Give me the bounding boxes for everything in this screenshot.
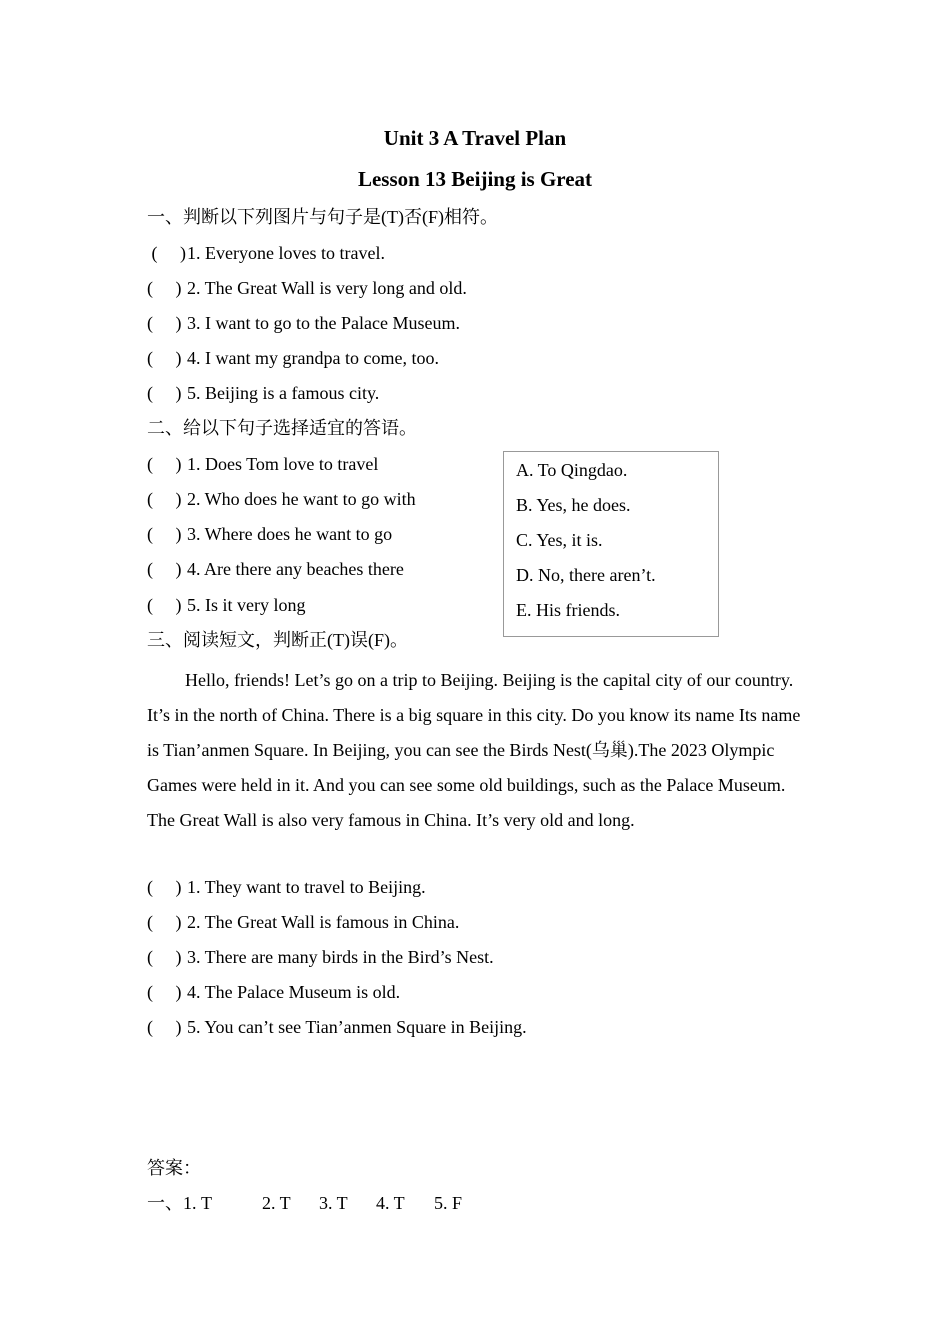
answer-blank[interactable]: ( ) bbox=[147, 313, 182, 333]
option-b: B. Yes, he does. bbox=[516, 495, 631, 515]
section1-item-2 bbox=[147, 275, 467, 301]
section2-item-1 bbox=[147, 451, 378, 477]
option-c: C. Yes, it is. bbox=[516, 530, 603, 550]
answer-blank[interactable]: ( ) bbox=[147, 243, 186, 263]
answer-blank[interactable]: ( ) bbox=[147, 947, 182, 967]
question-text: 4. I want my grandpa to come, too. bbox=[187, 348, 439, 368]
section2-item-4 bbox=[147, 556, 404, 582]
answer-blank[interactable]: ( ) bbox=[147, 278, 182, 298]
section1-heading: 一、判断以下列图片与句子是(T)否(F)相符。 bbox=[147, 207, 498, 227]
option-e: E. His friends. bbox=[516, 600, 620, 620]
question-text: 2. Who does he want to go with bbox=[187, 489, 416, 509]
question-text: 1. Does Tom love to travel bbox=[187, 454, 379, 474]
answer-4: 4. T bbox=[376, 1193, 405, 1213]
section3-item-4 bbox=[147, 979, 400, 1005]
answer-prefix: 一、1. T bbox=[147, 1193, 212, 1213]
answer-blank[interactable]: ( ) bbox=[147, 524, 182, 544]
question-text: 3. I want to go to the Palace Museum. bbox=[187, 313, 460, 333]
answer-3: 3. T bbox=[319, 1193, 348, 1213]
question-text: 4. Are there any beaches there bbox=[187, 559, 404, 579]
section3-heading: 三、阅读短文，判断正(T)误(F)。 bbox=[147, 630, 408, 650]
section3-item-1 bbox=[147, 874, 426, 900]
unit-title: Unit 3 A Travel Plan bbox=[383, 126, 567, 150]
answer-blank[interactable]: ( ) bbox=[147, 982, 182, 1002]
answer-blank[interactable]: ( ) bbox=[147, 489, 182, 509]
answer-blank[interactable]: ( ) bbox=[147, 595, 182, 615]
section1-item-3 bbox=[147, 310, 460, 336]
reading-passage: Hello, friends! Let’s go on a trip to Beijing. Beijing is the capital city of our country. It’s in the north of China. There is a big square in this city. Do you know its name Its name is Tian’anmen Square. In Beijing, you can see the Birds Nest(乌巢).The 2023 Olympic Games were held in it. And you can see some old buildings, such as the Palace Museum. The Great Wall is also very famous in China. It’s very old and long. bbox=[147, 670, 801, 830]
section1-item-4 bbox=[147, 345, 439, 371]
option-d: D. No, there aren’t. bbox=[516, 565, 656, 585]
answer-blank[interactable]: ( ) bbox=[147, 877, 182, 897]
question-text: 2. The Great Wall is very long and old. bbox=[187, 278, 467, 298]
question-text: 3. There are many birds in the Bird’s Nest. bbox=[187, 947, 494, 967]
section1-item-5 bbox=[147, 380, 379, 406]
option-a: A. To Qingdao. bbox=[516, 460, 628, 480]
section2-heading: 二、给以下句子选择适宜的答语。 bbox=[147, 418, 417, 438]
section3-item-2 bbox=[147, 909, 459, 935]
question-text: 2. The Great Wall is famous in China. bbox=[187, 912, 460, 932]
answers-label: 答案： bbox=[147, 1158, 201, 1178]
section1-item-1 bbox=[147, 240, 385, 266]
answer-blank[interactable]: ( ) bbox=[147, 383, 182, 403]
question-text: 1. They want to travel to Beijing. bbox=[187, 877, 426, 897]
answer-5: 5. F bbox=[434, 1193, 463, 1213]
question-text: 3. Where does he want to go bbox=[187, 524, 393, 544]
answer-2: 2. T bbox=[262, 1193, 291, 1213]
answer-blank[interactable]: ( ) bbox=[147, 348, 182, 368]
section2-item-2 bbox=[147, 486, 416, 512]
question-text: 4. The Palace Museum is old. bbox=[187, 982, 401, 1002]
lesson-title: Lesson 13 Beijing is Great bbox=[357, 167, 593, 191]
question-text: 5. You can’t see Tian’anmen Square in Beijing. bbox=[187, 1017, 527, 1037]
section3-item-3 bbox=[147, 944, 494, 970]
answer-blank[interactable]: ( ) bbox=[147, 1017, 182, 1037]
question-text: 5. Beijing is a famous city. bbox=[187, 383, 380, 403]
section2-item-5 bbox=[147, 592, 306, 618]
question-text: 1. Everyone loves to travel. bbox=[187, 243, 385, 263]
section3-item-5 bbox=[147, 1014, 527, 1040]
answer-blank[interactable]: ( ) bbox=[147, 912, 182, 932]
answer-blank[interactable]: ( ) bbox=[147, 454, 182, 474]
section2-item-3 bbox=[147, 521, 392, 547]
answer-options-box bbox=[503, 451, 719, 637]
answer-blank[interactable]: ( ) bbox=[147, 559, 182, 579]
question-text: 5. Is it very long bbox=[187, 595, 306, 615]
